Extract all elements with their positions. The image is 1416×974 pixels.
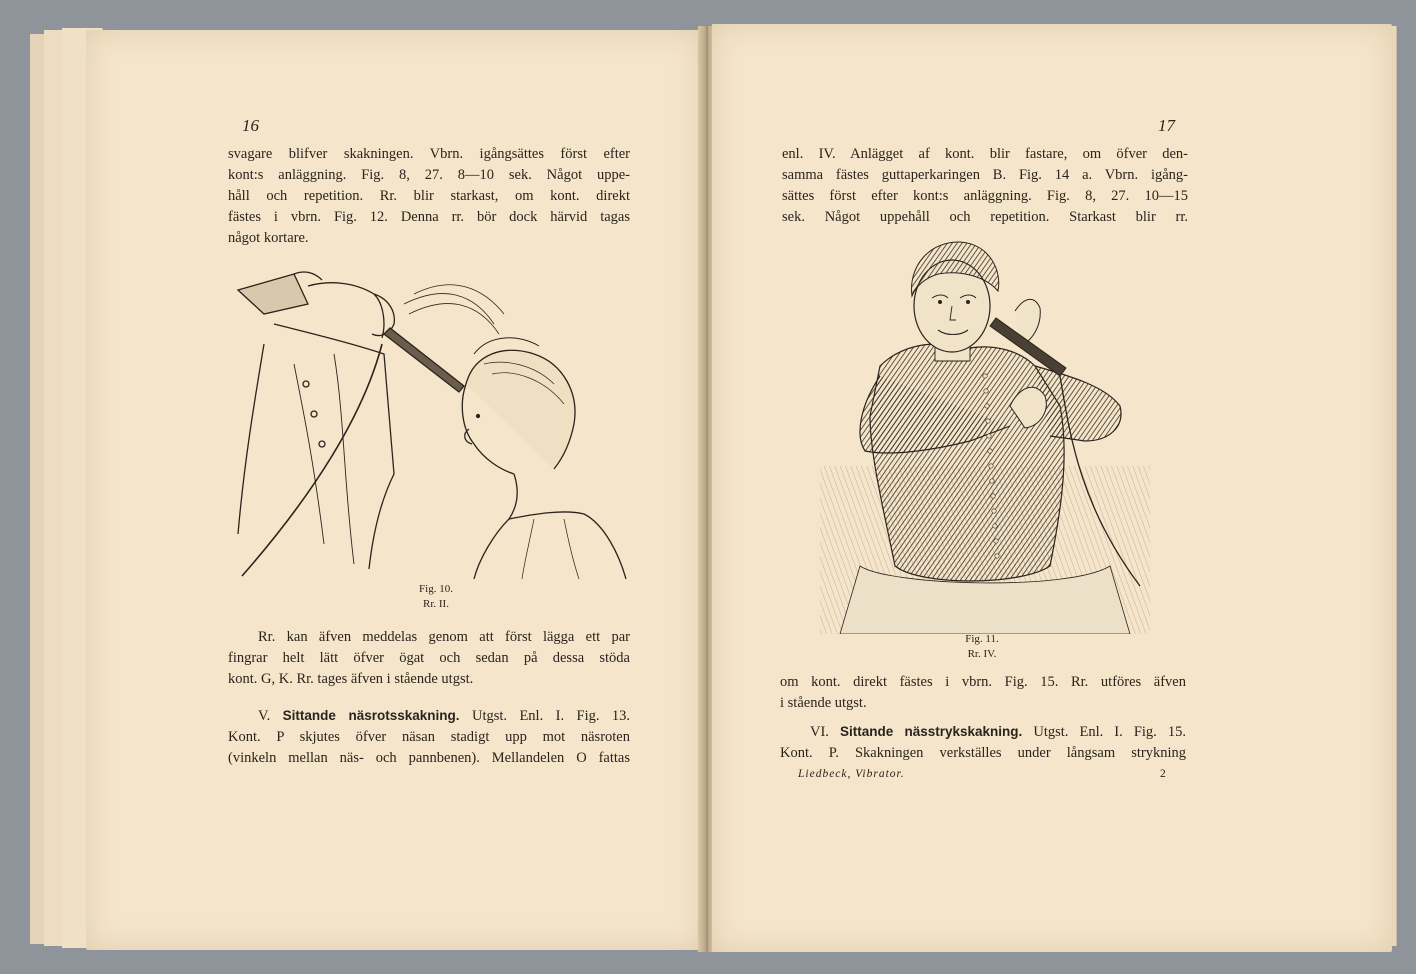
section-number: VI. [810,724,829,740]
section-number: V. [258,708,271,724]
section-heading-rest: Utgst. Enl. I. Fig. 15. [1033,724,1186,740]
text-line: sättes först efter kont:s anläggning. Fig. 8, 27. 10—15 [782,188,1188,204]
section-heading-line [228,705,630,727]
figure-11-illustration [820,236,1150,634]
figure-10-caption [376,582,496,612]
right-paragraph-2 [780,672,1186,714]
text-line: sek. Något uppehåll och repetition. Starkast blir rr. [782,209,1188,225]
text-line: kont. G, K. Rr. tages äfven i stående utgst. [228,671,474,687]
text-line: i stående utgst. [780,695,867,711]
figure-11-caption [922,632,1042,662]
footer-author-title: Liedbeck, Vibrator. [798,768,905,780]
text-line: fästes i vbrn. Fig. 12. Denna rr. bör dock härvid tagas [228,209,630,225]
footer-signature-number: 2 [1160,768,1167,780]
text-line: (vinkeln mellan näs- och pannbenen). Mellandelen O fattas [228,750,630,766]
text-line: Kont. P. Skakningen verkställes under långsam strykning [780,745,1186,761]
text-line: svagare blifver skakningen. Vbrn. igångsättes först efter [228,146,630,162]
right-section-vi [780,721,1186,764]
left-page [86,30,702,950]
left-top-text [228,144,630,249]
text-line: enl. IV. Anlägget af kont. blir fastare, om öfver den- [782,146,1188,162]
text-line: något kortare. [228,230,309,246]
caption-rr-number: Rr. II. [423,598,449,610]
right-page [712,24,1392,952]
page-number-right: 17 [1158,116,1175,135]
caption-fig-number: Fig. 10. [419,583,453,595]
section-heading-line [780,721,1186,743]
text-line: fingrar helt lätt öfver ögat och sedan på dessa stöda [228,650,630,666]
caption-rr-number: Rr. IV. [967,648,997,660]
figure-10-illustration [234,264,634,579]
text-line: kont:s anläggning. Fig. 8, 27. 8—10 sek. Något uppe- [228,167,630,183]
section-title: Sittande näsrotsskakning. [282,708,460,723]
text-line: Rr. kan äfven meddelas genom att först lägga ett par [258,629,630,645]
left-section-v [228,705,630,769]
text-line: samma fästes guttaperkaringen B. Fig. 14 a. Vbrn. igång- [782,167,1188,183]
page-number-left: 16 [242,116,259,135]
left-paragraph-2 [228,627,630,690]
caption-fig-number: Fig. 11. [965,633,999,645]
section-title: Sittande nässtrykskakning. [840,724,1023,739]
text-line: håll och repetition. Rr. blir starkast, om kont. direkt [228,188,630,204]
text-line: om kont. direkt fästes i vbrn. Fig. 15. Rr. utföres äfven [780,674,1186,690]
text-line: Kont. P skjutes öfver näsan stadigt upp mot näsroten [228,729,630,745]
right-top-text [782,144,1188,228]
section-heading-rest: Utgst. Enl. I. Fig. 13. [471,708,631,724]
